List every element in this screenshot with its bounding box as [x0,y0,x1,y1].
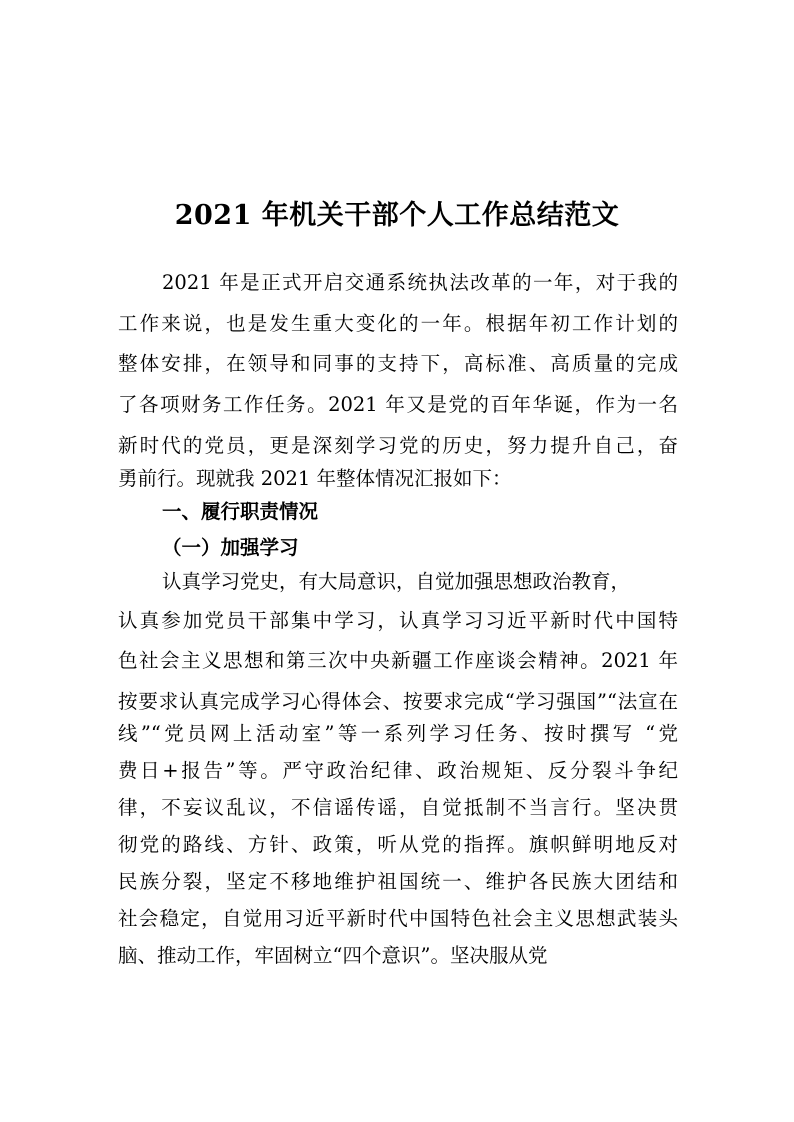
paragraph-line: 律，不妄议乱议，不信谣传谣，自觉抵制不当言行。坚决贯 [118,796,678,819]
paragraph-line: 认真学习党史，有大局意识，自觉加强思想政治教育， [162,570,631,593]
paragraph-line: 整体安排，在领导和同事的支持下，高标准、高质量的完成 [118,352,678,375]
document-title: 2021 年机关干部个人工作总结范文 [174,200,620,231]
paragraph-line: 线”“党员网上活动室”等一系列学习任务、按时撰写 “党 [118,722,678,745]
paragraph-line: 新时代的党员，更是深刻学习党的历史，努力提升自己，奋 [118,434,678,457]
paragraph-line: 了各项财务工作任务。2021 年又是党的百年华诞，作为一名 [118,393,678,416]
paragraph-line: 费日+报告”等。严守政治纪律、政治规矩、反分裂斗争纪 [118,759,678,782]
section-heading: 一、履行职责情况 [162,500,319,523]
subsection-heading: （一）加强学习 [162,536,299,559]
paragraph-line: 按要求认真完成学习心得体会、按要求完成“学习强国”“法宣在 [118,690,678,713]
paragraph-line: 认真参加党员干部集中学习，认真学习习近平新时代中国特 [118,609,678,632]
paragraph-line: 色社会主义思想和第三次中央新疆工作座谈会精神。2021 年 [118,649,678,672]
paragraph-line: 社会稳定，自觉用习近平新时代中国特色社会主义思想武装头 [118,907,678,930]
paragraph-line: 民族分裂，坚定不移地维护祖国统一、维护各民族大团结和 [118,870,678,893]
paragraph-line: 工作来说，也是发生重大变化的一年。根据年初工作计划的 [118,312,678,335]
paragraph-line: 勇前行。现就我 2021 年整体情况汇报如下： [118,467,512,490]
paragraph-line: 彻党的路线、方针、政策，听从党的指挥。旗帜鲜明地反对 [118,833,678,856]
paragraph-line: 2021 年是正式开启交通系统执法改革的一年，对于我的 [162,271,678,294]
paragraph-line: 脑、推动工作，牢固树立“四个意识”。坚决服从党 [118,944,548,967]
